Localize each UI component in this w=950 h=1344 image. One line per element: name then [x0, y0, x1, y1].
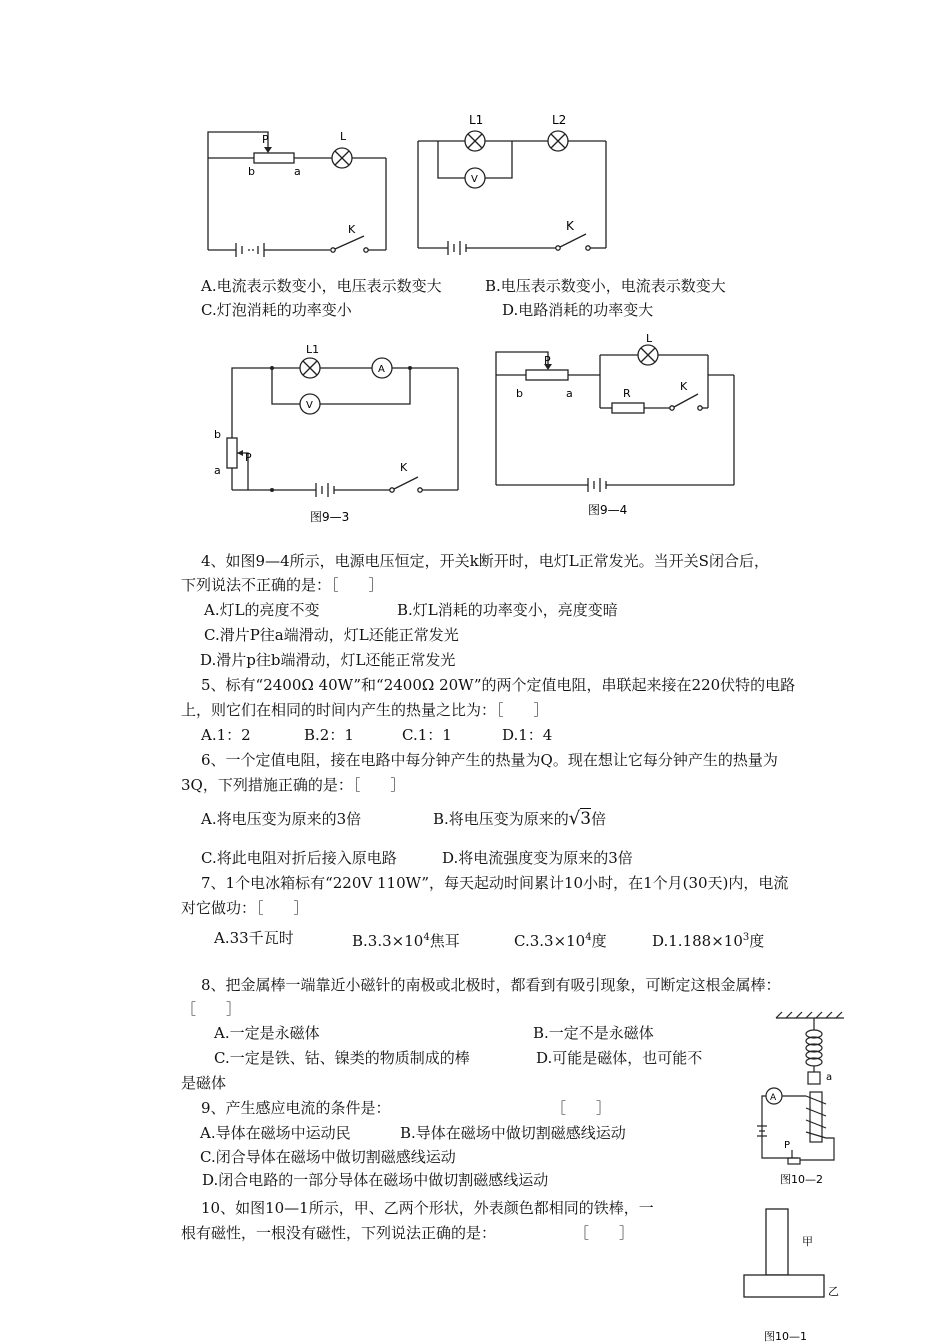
- q10-stem-line2: 根有磁性，一根没有磁性，下列说法正确的是：: [181, 1224, 497, 1242]
- figure-10-1: [740, 1205, 850, 1344]
- q7-option-b-base: B.3.3×10: [352, 932, 424, 950]
- q4-stem-line1: 4、如图9—4所示，电源电压恒定，开关k断开时，电灯L正常发光。当开关S闭合后，: [201, 552, 769, 570]
- rheostat-end-a: a: [566, 387, 573, 400]
- armature-label-a: a: [826, 1072, 833, 1083]
- q4-option-c: C.滑片P往a端滑动，灯L还能正常发光: [204, 626, 459, 644]
- q7-option-b-exponent: 4: [423, 932, 430, 943]
- rheostat-end-b: b: [516, 387, 523, 400]
- q4-option-b: B.灯L消耗的功率变小，亮度变暗: [397, 601, 618, 619]
- ammeter-symbol: A: [770, 1093, 777, 1103]
- switch-label-k: K: [348, 223, 356, 236]
- q6-option-b-prefix: B.将电压变为原来的: [433, 810, 569, 828]
- q7-option-d-unit: 度: [749, 932, 765, 950]
- switch-label-k: K: [680, 380, 688, 393]
- lamp-label-l1: L1: [469, 113, 484, 127]
- voltmeter-symbol: V: [471, 174, 478, 185]
- q6-option-d: D.将电流强度变为原来的3倍: [442, 849, 633, 867]
- q6-stem-line2: 3Q，下列措施正确的是：［ ］: [181, 776, 406, 794]
- q7-option-c-exponent: 4: [585, 932, 592, 943]
- q3-option-d: D.电路消耗的功率变大: [502, 301, 654, 319]
- slider-label-p: P: [245, 451, 252, 464]
- q9-option-a: A.导体在磁场中运动民: [200, 1124, 351, 1142]
- switch-label-k: K: [400, 461, 408, 474]
- q6-option-b-root: 3: [580, 809, 592, 829]
- q8-option-d-continued: 是磁体: [181, 1074, 227, 1092]
- bar-label-yi: 乙: [828, 1285, 839, 1298]
- q7-option-c: [514, 928, 607, 951]
- q9-stem: 9、产生感应电流的条件是：: [201, 1099, 391, 1117]
- lamp-label-l: L: [340, 130, 347, 143]
- q6-option-b: [433, 809, 606, 829]
- q10-answer-bracket: ［ ］: [574, 1224, 635, 1242]
- q9-option-d: D.闭合电路的一部分导体在磁场中做切割磁感线运动: [202, 1171, 549, 1189]
- circuit-figure-1: [200, 125, 400, 265]
- slider-label-p: P: [262, 133, 269, 146]
- q3-option-a: A.电流表示数变小，电压表示数变大: [201, 277, 442, 295]
- rheostat-end-b: b: [248, 165, 255, 178]
- q6-stem-line1: 6、一个定值电阻，接在电路中每分钟产生的热量为Q。现在想让它每分钟产生的热量为: [201, 751, 778, 769]
- ammeter-symbol: A: [378, 364, 385, 375]
- q4-option-d: D.滑片p往b端滑动，灯L还能正常发光: [200, 651, 456, 669]
- q5-option-c: C.1：1: [402, 726, 452, 744]
- q9-option-c: C.闭合导体在磁场中做切割磁感线运动: [200, 1148, 456, 1166]
- q6-option-b-suffix: 倍: [591, 810, 607, 828]
- switch-label-k: K: [566, 219, 574, 233]
- lamp-label-l1: L1: [306, 343, 320, 356]
- q5-option-b: B.2：1: [304, 726, 354, 744]
- bar-label-jia: 甲: [802, 1235, 813, 1248]
- q6-option-c: C.将此电阻对折后接入原电路: [201, 849, 397, 867]
- figure-caption-9-3: 图9—3: [310, 510, 350, 524]
- q3-option-c: C.灯泡消耗的功率变小: [201, 301, 352, 319]
- q7-option-a: A.33千瓦时: [214, 929, 294, 947]
- q7-option-c-unit: 度: [591, 932, 607, 950]
- figure-10-2: [752, 1010, 852, 1190]
- q7-option-d-base: D.1.188×10: [652, 932, 743, 950]
- q9-option-b: B.导体在磁场中做切割磁感线运动: [400, 1124, 626, 1142]
- q7-option-b-unit: 焦耳: [429, 932, 460, 950]
- q7-option-d-exponent: 3: [742, 932, 750, 943]
- q8-stem-line2: ［ ］: [181, 1000, 242, 1018]
- q5-stem-line2: 上，则它们在相同的时间内产生的热量之比为：［ ］: [181, 701, 549, 719]
- q7-option-b: [352, 928, 460, 951]
- q8-option-d: D.可能是磁体，也可能不: [536, 1049, 703, 1067]
- q9-answer-bracket: ［ ］: [551, 1099, 612, 1117]
- lamp-label-l: L: [646, 332, 653, 345]
- rheostat-end-a: a: [294, 165, 301, 178]
- q7-stem-line1: 7、1个电冰箱标有“220V 110W”，每天起动时间累计10小时，在1个月(30天)内，电流: [201, 874, 789, 892]
- q8-option-c: C.一定是铁、钴、镍类的物质制成的棒: [214, 1049, 470, 1067]
- circuit-figure-9-4: [488, 330, 743, 525]
- slider-label-p: P: [544, 354, 551, 367]
- q3-option-b: B.电压表示数变小，电流表示数变大: [485, 277, 726, 295]
- q7-option-c-base: C.3.3×10: [514, 932, 586, 950]
- resistor-label-r: R: [623, 387, 631, 400]
- figure-caption-9-4: 图9—4: [588, 503, 628, 517]
- q8-option-a: A.一定是永磁体: [214, 1024, 320, 1042]
- rheostat-end-b: b: [214, 428, 221, 441]
- q7-stem-line2: 对它做功：［ ］: [181, 899, 309, 917]
- q5-option-d: D.1：4: [502, 726, 553, 744]
- figure-caption-10-2: 图10—2: [780, 1173, 823, 1186]
- rheostat-end-a: a: [214, 464, 221, 477]
- q4-stem-line2: 下列说法不正确的是：［ ］: [181, 576, 384, 594]
- voltmeter-symbol: V: [306, 400, 313, 411]
- q5-option-a: A.1：2: [201, 726, 251, 744]
- q5-stem-line1: 5、标有“2400Ω 40W”和“2400Ω 20W”的两个定值电阻，串联起来接在220伏特的电路: [201, 676, 796, 694]
- sqrt-symbol: √: [568, 808, 581, 829]
- circuit-figure-2: [410, 108, 615, 268]
- q7-option-d: [652, 928, 764, 951]
- slider-label-p: P: [784, 1140, 791, 1151]
- q6-option-a: A.将电压变为原来的3倍: [201, 810, 362, 828]
- lamp-label-l2: L2: [552, 113, 567, 127]
- circuit-figure-9-3: [208, 340, 468, 530]
- q8-option-b: B.一定不是永磁体: [533, 1024, 654, 1042]
- q4-option-a: A.灯L的亮度不变: [204, 601, 320, 619]
- figure-caption-10-1: 图10—1: [764, 1330, 807, 1343]
- q8-stem-line1: 8、把金属棒一端靠近小磁针的南极或北极时，都看到有吸引现象，可断定这根金属棒：: [201, 976, 781, 994]
- q10-stem-line1: 10、如图10—1所示，甲、乙两个形状，外表颜色都相同的铁棒，一: [201, 1199, 654, 1217]
